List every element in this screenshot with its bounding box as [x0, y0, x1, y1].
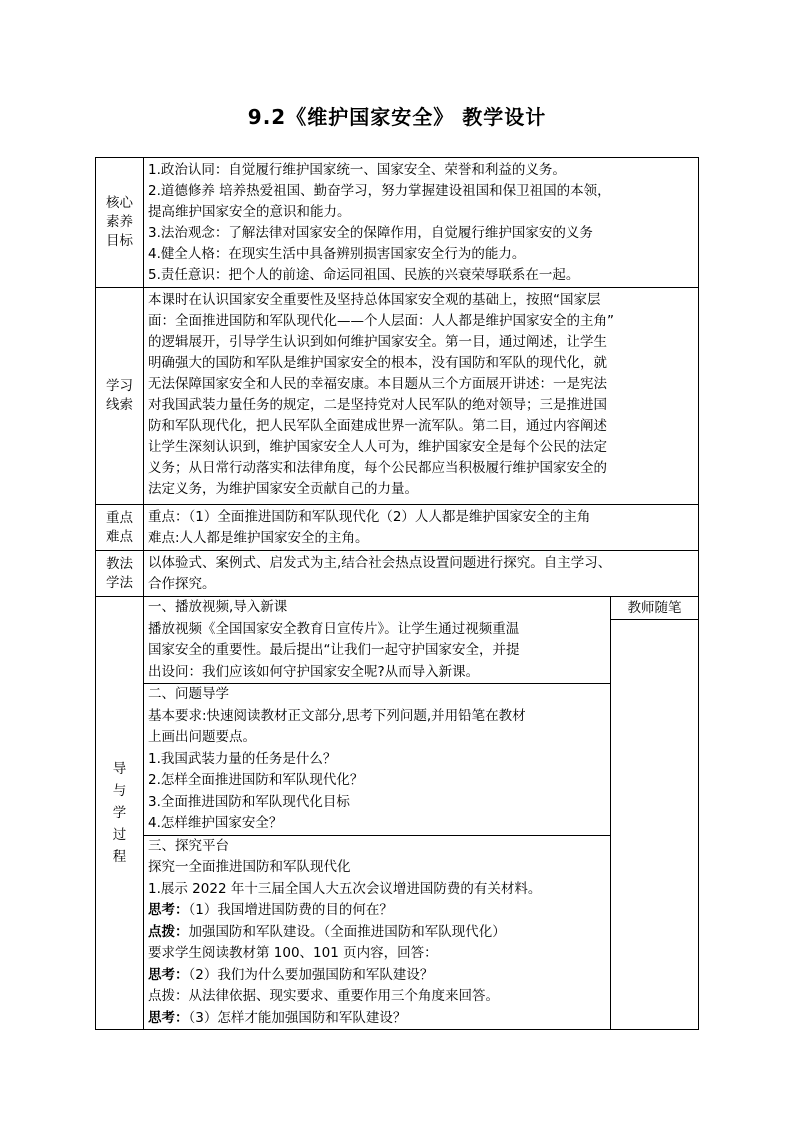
- text-line: 难点:人人都是维护国家安全的主角。: [148, 530, 369, 546]
- text-line: 2.道德修养 培养热爱祖国、勤奋学习，努力掌握建设祖国和保卫祖国的本领，: [148, 183, 611, 199]
- row-key-points: [96, 505, 699, 551]
- section-explore: [144, 836, 610, 1030]
- row-methods: [96, 551, 699, 597]
- question-item: 4.怎样维护国家安全？: [148, 815, 283, 831]
- content-methods: [144, 551, 699, 597]
- lesson-plan-table: [95, 157, 699, 1030]
- text-line: 出设问：我们应该如何守护国家安全呢?从而导入新课。: [148, 663, 480, 680]
- row-learning-clue: [96, 288, 699, 505]
- row-core-goals: [96, 158, 699, 288]
- section-heading: 二、问题导学: [148, 686, 229, 702]
- text-line: 1.政治认同：自觉履行维护国家统一、国家安全、荣誉和利益的义务。: [148, 162, 566, 178]
- text-line: 义务；从日常行动落实和法律角度，每个公民都应当积极履行维护国家安全的: [148, 460, 607, 476]
- text-line: 要求学生阅读教材第 100、101 页内容，回答：: [148, 945, 438, 961]
- text-line: 合作探究。: [148, 576, 216, 592]
- section-heading: 三、探究平台: [148, 837, 229, 854]
- label-process: 导与学过程: [96, 597, 144, 1030]
- text-line: 对我国武装力量任务的规定，二是坚持党对人民军队的绝对领导；三是推进国: [148, 397, 607, 413]
- text-line: 3.法治观念：了解法律对国家安全的保障作用，自觉履行维护国家安的义务: [148, 225, 593, 241]
- teacher-notes-column: [611, 597, 698, 1029]
- label-key-points: 重点难点: [96, 505, 144, 551]
- process-main-column: [144, 597, 611, 1029]
- teacher-notes-header: 教师随笔: [611, 597, 698, 620]
- content-key-points: [144, 505, 699, 551]
- text-line: 上画出问题要点。: [148, 729, 256, 745]
- text-line: 5.责任意识：把个人的前途、命运同祖国、民族的兴衰荣辱联系在一起。: [148, 267, 580, 283]
- content-process: [144, 597, 699, 1030]
- text-line: 提高维护国家安全的意识和能力。: [148, 204, 351, 220]
- text-line: 播放视频《全国国家安全教育日宣传片》。让学生通过视频重温: [148, 620, 520, 637]
- section-intro: [144, 597, 610, 684]
- text-line: 的逻辑展开，引导学生认识到如何维护国家安全。第一目，通过阐述，让学生: [148, 334, 607, 350]
- page-title: 9.2《维护国家安全》 教学设计: [247, 105, 547, 129]
- section-questions: [144, 684, 610, 836]
- think-keyword: 思考：: [148, 902, 189, 918]
- text-line: 基本要求:快速阅读教材正文部分,思考下列问题,并用铅笔在教材: [148, 707, 526, 724]
- text-line: 重点：（1）全面推进国防和军队现代化（2）人人都是维护国家安全的主角: [148, 509, 591, 525]
- text-line: 法定义务，为维护国家安全贡献自己的力量。: [148, 481, 418, 497]
- text-line: 无法保障国家安全和人民的幸福安康。本目题从三个方面展开讲述：一是宪法: [148, 376, 607, 392]
- text-line: 本课时在认识国家安全重要性及坚持总体国家安全观的基础上，按照“国家层: [148, 292, 601, 308]
- section-heading: 一、播放视频,导入新课: [148, 599, 288, 615]
- process-layout: [144, 597, 698, 1029]
- hint-line: 点拨：加强国防和军队建设。（全面推进国防和军队现代化）: [148, 923, 506, 940]
- think-line: 思考：（3）怎样才能加强国防和军队建设？: [148, 1009, 407, 1026]
- think-keyword: 思考：: [148, 1009, 189, 1026]
- text-line: 面：全面推进国防和军队现代化——个人层面：人人都是维护国家安全的主角”: [148, 313, 614, 329]
- text-line: 1.展示 2022 年十三届全国人大五次会议增进国防费的有关材料。: [148, 880, 542, 897]
- row-process: [96, 597, 699, 1030]
- think-line: 思考：（2）我们为什么要加强国防和军队建设？: [148, 966, 434, 983]
- text-line: 明确强大的国防和军队是维护国家安全的根本，没有国防和军队的现代化，就: [148, 355, 607, 371]
- content-learning-clue: [144, 288, 699, 505]
- label-learning-clue: 学习线索: [96, 288, 144, 505]
- label-core-goals: 核心素养目标: [96, 158, 144, 288]
- text-line: 防和军队现代化，把人民军队全面建成世界一流军队。第二目，通过内容阐述: [148, 418, 607, 434]
- question-item: 3.全面推进国防和军队现代化目标: [148, 793, 350, 810]
- content-core-goals: [144, 158, 699, 288]
- think-line: 思考：（1）我国增进国防费的目的何在？: [148, 902, 393, 918]
- question-item: 1.我国武装力量的任务是什么？: [148, 750, 337, 767]
- text-line: 点拨：从法律依据、现实要求、重要作用三个角度来回答。: [148, 988, 499, 1004]
- text-line: 让学生深刻认识到，维护国家安全人人可为，维护国家安全是每个公民的法定: [148, 439, 607, 455]
- text-line: 国家安全的重要性。最后提出“让我们一起守护国家安全，并提: [148, 642, 520, 658]
- hint-keyword: 点拨：: [148, 923, 189, 940]
- think-keyword: 思考：: [148, 966, 189, 983]
- label-methods: 教法学法: [96, 551, 144, 597]
- text-line: 以体验式、案例式、启发式为主,结合社会热点设置问题进行探究。自主学习、: [148, 555, 612, 571]
- text-line: 探究一全面推进国防和军队现代化: [148, 859, 351, 875]
- text-line: 4.健全人格：在现实生活中具备辨别损害国家安全行为的能力。: [148, 246, 526, 262]
- question-item: 2.怎样全面推进国防和军队现代化？: [148, 772, 364, 788]
